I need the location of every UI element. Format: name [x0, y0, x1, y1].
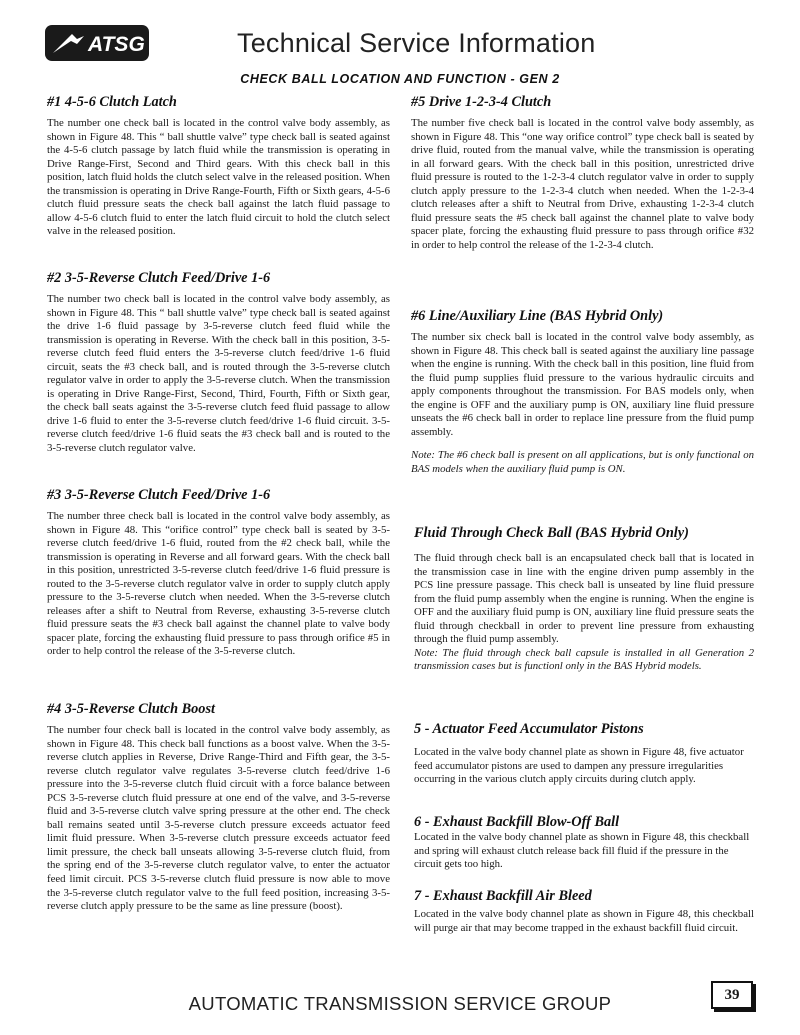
section-check-ball-5 [411, 94, 754, 252]
section-actuator-feed-accumulators [414, 721, 754, 787]
section-heading: #3 3-5-Reverse Clutch Feed/Drive 1-6 [47, 487, 271, 503]
section-heading: #5 Drive 1-2-3-4 Clutch [411, 94, 552, 110]
section-heading: #1 4-5-6 Clutch Latch [47, 94, 177, 110]
section-body: The number five check ball is located in the control valve body assembly, as shown in Figure 48. This “one way orifice control” type check ball is seated by drive fluid, routed from the manual valve, while the transmission is operating in all forward gears. With the check ball in this position, unrestricted drive fluid pressure is routed to the 1-2-3-4 clutch regulator valve in order to supply clutch apply pressure to the 1-2-3-4 clutch when needed. When the 1-2-3-4 clutch releases after a shift to Neutral from Drive, exhausting 1-2-3-4 clutch fluid pressure seats the #5 check ball against the channel plate to valve body spacer plate, forcing the exhausting fluid pressure to pass through orifice #32 in order to help control the release of the 1-2-3-4 clutch. [411, 117, 754, 251]
section-body: The number six check ball is located in the control valve body assembly, as shown in Figure 48. This check ball is seated against the auxiliary line passage when the engine is running. With the check ball in this position, line fluid from the fluid pump supplies fluid pressure to the various hydraulic circuits and apply components throughout the transmission. For BAS models only, when the engine is OFF and the auxiliary pump is ON, auxiliary line fluid pressure unseats the #6 check ball in order to replace line pressure from the fluid pump assembly. [411, 331, 754, 438]
section-check-ball-2 [47, 270, 390, 456]
section-heading: Fluid Through Check Ball (BAS Hybrid Only) [414, 525, 689, 541]
section-body: The number three check ball is located in the control valve body assembly, as shown in Figure 48. This “orifice control” type check ball is seated by 3-5-reverse clutch feed/drive 1-6 fluid, routed from the #2 check ball, while the transmission is operating in Reverse and all forward gears. With the check ball in this position, unrestricted 3-5-reverse clutch feed/drive 1-6 fluid pressure is routed to the 3-5-reverse clutch regulator valve in order to supply clutch apply pressure to the 3-5-reverse clutch when needed. When the 3-5-reverse clutch releases after a shift to Neutral from Reverse, exhausting 3-5-reverse clutch fluid pressure seats the #3 check ball against the channel plate to valve body spacer plate, forcing the exhausting fluid pressure to pass through orifice #5 in order to help control the release of the 3-5-reverse clutch. [47, 510, 390, 658]
section-heading: 6 - Exhaust Backfill Blow-Off Ball [414, 814, 620, 830]
page-subtitle: CHECK BALL LOCATION AND FUNCTION - GEN 2 [240, 72, 560, 86]
section-exhaust-backfill-air-bleed [414, 888, 754, 935]
section-check-ball-6 [411, 308, 754, 476]
section-note: Note: The #6 check ball is present on all applications, but is only functional on BAS models when the auxiliary fluid pump is ON. [411, 449, 754, 475]
footer-text: AUTOMATIC TRANSMISSION SERVICE GROUP [188, 993, 612, 1014]
section-exhaust-backfill-blow-off [414, 814, 754, 872]
atsg-logo [44, 24, 150, 62]
section-body: The number two check ball is located in the control valve body assembly, as shown in Figure 48. This “ ball shuttle valve” type check ball is seated against the drive 1-6 fluid passage by 3-5-reverse clutch feed fluid while the transmission is operating in Reverse. With the check ball in this position, 3-5-reverse clutch feed fluid enters the 3-5-reverse clutch feed/drive 1-6 fluid circuit, seats the #3 check ball, and is routed through the 3-5-reverse clutch regulator valve in order to apply the 3-5-reverse clutch. When the transmission is operating in Drive Range-First, Second, Third, Fourth, Fifth or Sixth gear, the check ball seats against the 3-5-reverse clutch feed fluid passage to allow drive 1-6 fluid to enter the 3-5-reverse clutch feed/drive 1-6 fluid circuit. 3-5-reverse clutch feed/drive 1-6 fluid seats the #3 check ball and is routed to the 3-5-reverse clutch regulator valve. [47, 293, 390, 455]
section-check-ball-3 [47, 487, 390, 659]
section-body: The number four check ball is located in the control valve body assembly, as shown in Figure 48. This check ball functions as a boost valve. When the 3-5-reverse clutch applies in Reverse, Drive Range-Third and Fifth gear, the 3-5-reverse clutch regulator valve regulates 3-5-reverse clutch feed/drive 1-6 pressure into the 3-5-reverse clutch fluid circuit with a force balance between PCS 3-5-reverse clutch fluid pressure at one end of the valve, and 3-5-reverse fluid and 3-5-reverse clutch valve spring pressure at the other end. The check ball remains seated until 3-5-reverse clutch pressure exceeds actuator feed limit fluid pressure. When 3-5-reverse clutch pressure exceeds actuator feed limit pressure, the check ball unseats allowing 3-5-reverse clutch fluid, from the spring end of the 3-5-reverse clutch regulator valve, to enter the actuator feed limit circuit. PCS 3-5-reverse clutch fluid pressure is now able to move the 3-5-reverse clutch regulator valve to the full feed position, increasing 3-5-reverse clutch apply pressure to be the same as line pressure (boost). [47, 724, 390, 913]
section-heading: 7 - Exhaust Backfill Air Bleed [414, 888, 592, 904]
section-heading: #4 3-5-Reverse Clutch Boost [47, 701, 215, 717]
section-body: Located in the valve body channel plate as shown in Figure 48, five actuator feed accumulator pistons are used to dampen any pressure irregularities occurring in the various clutch apply circuits during clutch apply. [414, 746, 744, 786]
logo-text: ATSG [88, 33, 145, 56]
section-body: Located in the valve body channel plate as shown in Figure 48, this checkball and spring will exhaust clutch release back fill fluid if the pressure in the circuit gets too high. [414, 831, 750, 871]
section-fluid-through-check-ball [414, 525, 754, 674]
section-body: Located in the valve body channel plate as shown in Figure 48, this checkball will purge air that may become trapped in the exhaust backfill fluid circuit. [414, 908, 754, 934]
section-check-ball-1 [47, 94, 390, 239]
section-heading: 5 - Actuator Feed Accumulator Pistons [414, 721, 644, 737]
section-heading: #2 3-5-Reverse Clutch Feed/Drive 1-6 [47, 270, 271, 286]
section-heading: #6 Line/Auxiliary Line (BAS Hybrid Only) [411, 308, 664, 324]
section-check-ball-4 [47, 701, 390, 914]
page-title: Technical Service Information [237, 28, 596, 58]
page-number: 39 [711, 981, 753, 1009]
section-body: The fluid through check ball is an encapsulated check ball that is located in the transmission case in line with the engine driven pump assembly in the PCS line pressure passage. This check ball is unseated by line fluid pressure from the fluid pump assembly when the engine is running. When the engine is OFF and the auxiliary fluid pump is ON, auxiliary line fluid pressure seats the fluid through checkball in order to prevent line pressure from exhausting through the fluid pump assembly. [414, 552, 754, 646]
section-note: Note: The fluid through check ball capsule is installed in all Generation 2 transmission cases but is functionl only in the BAS Hybrid models. [414, 646, 754, 673]
section-body: The number one check ball is located in the control valve body assembly, as shown in Figure 48. This “ ball shuttle valve” type check ball is seated against the 4-5-6 clutch passage by latch fluid while the transmission is operating in Drive Range-First, Second and Third gears. With this check ball in this position, latch fluid holds the clutch select valve in the released position. When the transmission is operating in Drive Range-Fourth, Fifth or Sixth gears, 4-5-6 clutch fluid pressure seats the check ball against the latch fluid passage to allow 4-5-6 clutch fluid to enter the latch fluid circuit to hold the clutch select valve in the released position. [47, 117, 390, 238]
